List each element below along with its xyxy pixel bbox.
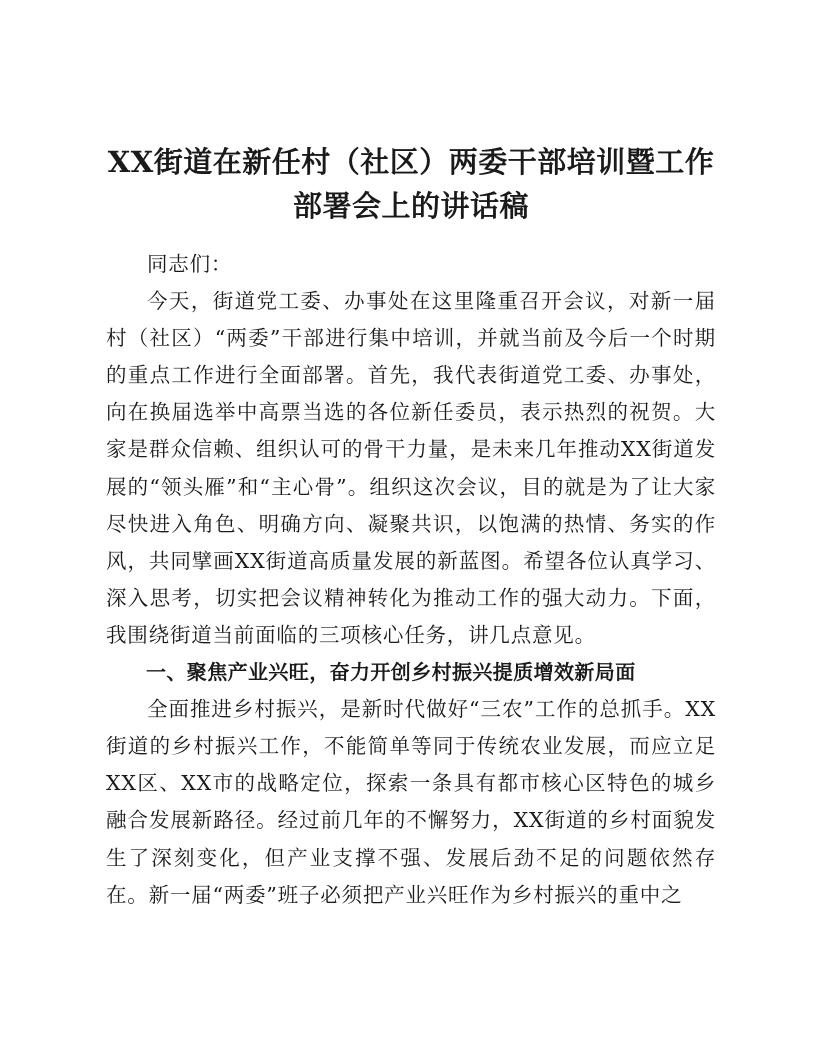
salutation: 同志们： bbox=[147, 252, 233, 276]
paragraph-section-1: 全面推进乡村振兴，是新时代做好“三农”工作的总抓手。XX街道的乡村振兴工作，不能简单等同于传统农业发展，而应立足XX区、XX市的战略定位，探索一条具有都市核心区特色的城乡融合发展新路径。经过前几年的不懈努力，XX街道的乡村面貌发生了深刻变化，但产业支撑不强、发展后劲不足的问题依然存在。新一届“两委”班子必须把产业兴旺作为乡村振兴的重中之 bbox=[106, 697, 716, 907]
title-line-2: 部署会上的讲话稿 bbox=[292, 189, 529, 223]
title-line-1: XX街道在新任村（社区）两委干部培训暨工作 bbox=[107, 145, 715, 179]
paragraph-intro: 今天，街道党工委、办事处在这里隆重召开会议，对新一届村（社区）“两委”干部进行集中培训，并就当前及今后一个时期的重点工作进行全面部署。首先，我代表街道党工委、办事处，向在换届选举中高票当选的各位新任委员，表示热烈的祝贺。大家是群众信赖、组织认可的骨干力量，是未来几年推动XX街道发展的“领头雁”和“主心骨”。组织这次会议，目的就是为了让大家尽快进入角色、明确方向、凝聚共识，以饱满的热情、务实的作风，共同擘画XX街道高质量发展的新蓝图。希望各位认真学习、深入思考，切实把会议精神转化为推动工作的强大动力。下面，我围绕街道当前面临的三项核心任务，讲几点意见。 bbox=[106, 289, 716, 647]
section-heading-1: 一、聚焦产业兴旺，奋力开创乡村振兴提质增效新局面 bbox=[146, 660, 636, 685]
document-title bbox=[106, 140, 716, 228]
document-page bbox=[106, 140, 716, 914]
